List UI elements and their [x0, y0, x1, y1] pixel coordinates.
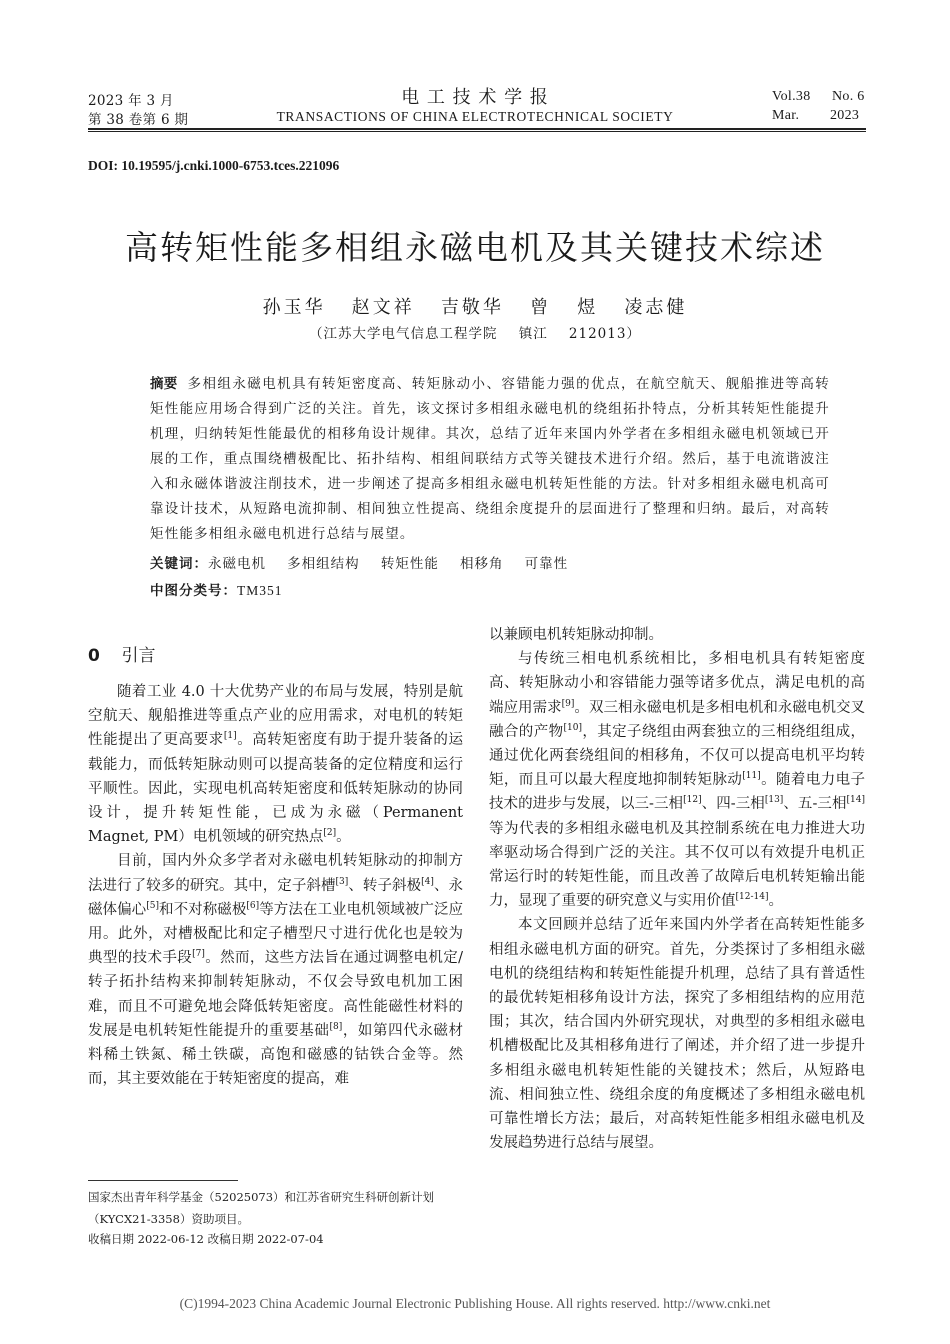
paragraph: 以兼顾电机转矩脉动抑制。: [489, 627, 663, 643]
paragraph: 目前，国内外众多学者对永磁电机转矩脉动的抑制方法进行了较多的研究。其中，定子斜槽[3]、转子斜极[4]、永磁体偏心[5]和不对称磁极[6]等方法在工业电机领域被广泛应用。此外，对槽极配比和定子槽型尺寸进行优化也是较为典型的技术手段[7]。然而，这些方法旨在通过调整电机定/转子拓扑结构来抑制转矩脉动，不仅会导致电机加工困难，而且不可避免地会降低转矩密度。高性能磁性材料的发展是电机转矩性能提升的重要基础[8]，如第四代永磁材料稀土铁氮、稀土铁碳，高饱和磁感的钴铁合金等。然而，其主要效能在于转矩密度的提高，难: [88, 853, 464, 1088]
keywords: [150, 552, 568, 572]
citation[interactable]: [4]: [421, 876, 434, 887]
citation[interactable]: [12-14]: [735, 892, 769, 903]
citation[interactable]: [3]: [335, 876, 349, 887]
header-rule-thin: [88, 131, 866, 132]
section-heading: [88, 641, 155, 666]
header-journal-cn: 电 工 技 术 学 报: [401, 87, 549, 108]
citation[interactable]: [11]: [742, 771, 761, 782]
header-month: Mar.: [772, 108, 800, 123]
classification-label: 中图分类号：: [150, 583, 237, 599]
doi: DOI: 10.19595/j.cnki.1000-6753.tces.221096: [88, 158, 340, 173]
citation[interactable]: [7]: [192, 949, 205, 960]
abstract: [150, 372, 830, 547]
citation[interactable]: [12]: [683, 795, 702, 806]
header-rule-thick: [88, 128, 866, 130]
footnote-dates: 收稿日期 2022-06-12 改稿日期 2022-07-04: [88, 1232, 324, 1246]
classification-text: TM351: [237, 583, 283, 598]
citation[interactable]: [1]: [223, 731, 237, 742]
citation[interactable]: [2]: [323, 828, 337, 839]
citation[interactable]: [14]: [846, 795, 866, 806]
header-year: 2023: [830, 108, 860, 123]
section-title: 引言: [121, 646, 156, 666]
header-no: No. 6: [832, 89, 865, 104]
header-vol: Vol.38: [772, 89, 811, 104]
abstract-label: 摘要: [150, 376, 178, 392]
authors: 孙玉华 赵文祥 吉敬华 曾 煜 凌志健: [262, 297, 688, 318]
left-column: [88, 680, 463, 1091]
paragraph: 随着工业 4.0 十大优势产业的布局与发展，特别是航空航天、舰船推进等重点产业的应用需求，对电机的转矩性能提出了更高要求[1]。高转矩密度有助于提升装备的运载能力，而低转矩脉动则可以提高装备的定位精度和运行平顺性。因此，实现电机高转矩密度和低转矩脉动的协同设计，提升转矩性能，已成为永磁（Permanent Magnet, PM）电机领域的研究热点[2]。: [88, 684, 463, 846]
citation[interactable]: [6]: [246, 900, 260, 911]
keywords-text: 永磁电机 多相组结构 转矩性能 相移角 可靠性: [208, 556, 569, 572]
citation[interactable]: [10]: [563, 722, 582, 733]
header-volume-issue: 第 38 卷第 6 期: [88, 112, 189, 128]
citation[interactable]: [13]: [764, 795, 784, 806]
abstract-text: 多相组永磁电机具有转矩密度高、转矩脉动小、容错能力强的优点，在航空航天、舰船推进等高转矩性能应用场合得到广泛的关注。首先，该文探讨多相组永磁电机的绕组拓扑特点，分析其转矩性能提升机理，归纳转矩性能最优的相移角设计规律。其次，总结了近年来国内外学者在多相组永磁电机领域已开展的工作，重点围绕槽极配比、拓扑结构、相组间联结方式等关键技术进行介绍。然后，基于电流谐波注入和永磁体谐波注削技术，进一步阐述了提高多相组永磁电机转矩性能的方法。针对多相组永磁电机高可靠设计技术，从短路电流抑制、相间独立性提高、绕组余度提升的层面进行了整理和归纳。最后，对高转矩性能多相组永磁电机进行总结与展望。: [150, 376, 830, 542]
affiliation: （江苏大学电气信息工程学院 镇江 212013）: [309, 326, 641, 342]
header-journal-en: TRANSACTIONS OF CHINA ELECTROTECHNICAL SOCIETY: [276, 109, 674, 124]
keywords-label: 关键词：: [150, 556, 208, 572]
classification: [150, 579, 283, 599]
footnote-rule: [88, 1180, 238, 1181]
footnote-fund: 国家杰出青年科学基金（52025073）和江苏省研究生科研创新计划（KYCX21-3358）资助项目。: [88, 1190, 435, 1226]
paragraph: 本文回顾并总结了近年来国内外学者在高转矩性能多相组永磁电机方面的研究。首先，分类探讨了多相组永磁电机的绕组结构和转矩性能提升机理，总结了具有普适性的最优转矩相移角设计方法，探究了多相组结构的应用范围；其次，结合国内外研究现状，对典型的多相组永磁电机槽极配比及其相移角进行了阐述，并介绍了进一步提升多相组永磁电机转矩性能的关键技术；然后，从短路电流、相间独立性、绕组余度的角度概述了多相组永磁电机可靠性增长方法；最后，对高转矩性能多相组永磁电机及发展趋势进行总结与展望。: [489, 917, 865, 1152]
copyright-footer: (C)1994-2023 China Academic Journal Electronic Publishing House. All rights reserved. http://www.cnki.net: [179, 1296, 771, 1311]
citation[interactable]: [9]: [561, 698, 575, 709]
paper-title: 高转矩性能多相组永磁电机及其关键技术综述: [125, 228, 825, 267]
header-date: 2023 年 3 月: [88, 93, 174, 109]
paragraph: 与传统三相电机系统相比，多相电机具有转矩密度高、转矩脉动小和容错能力强等诸多优点，满足电机的高端应用需求[9]。双三相永磁电机是多相电机和永磁电机交叉融合的产物[10]，其定子绕组由两套独立的三相绕组组成，通过优化两套绕组间的相移角，不仅可以提高电机平均转矩，而且可以最大程度地抑制转矩脉动[11]。随着电力电子技术的进步与发展，以三-三相[12]、四-三相[13]、五-三相[14]等为代表的多相组永磁电机及其控制系统在电力推进大功率驱动场合得到广泛的关注。其不仅可以有效提升电机正常运行时的转矩性能，而且改善了故障后电机转矩输出能力，显现了重要的研究意义与实用价值[12-14]。: [489, 651, 866, 910]
citation[interactable]: [5]: [146, 900, 159, 911]
citation[interactable]: [8]: [329, 1021, 343, 1032]
section-number: 0: [88, 646, 100, 666]
right-column: [489, 623, 865, 1155]
